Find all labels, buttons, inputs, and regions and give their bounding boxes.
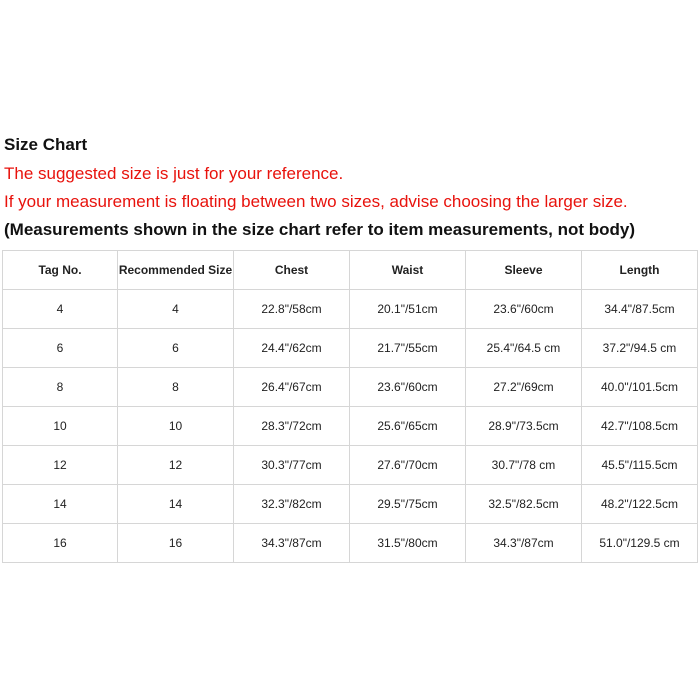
cell-recommended-size: 16 bbox=[118, 524, 234, 563]
cell-length: 51.0"/129.5 cm bbox=[582, 524, 698, 563]
header-sleeve: Sleeve bbox=[466, 251, 582, 290]
cell-chest: 26.4"/67cm bbox=[234, 368, 350, 407]
cell-chest: 34.3"/87cm bbox=[234, 524, 350, 563]
cell-length: 48.2"/122.5cm bbox=[582, 485, 698, 524]
cell-sleeve: 32.5"/82.5cm bbox=[466, 485, 582, 524]
cell-waist: 31.5"/80cm bbox=[350, 524, 466, 563]
cell-tag-no: 6 bbox=[3, 329, 118, 368]
table-body bbox=[3, 290, 698, 563]
cell-tag-no: 16 bbox=[3, 524, 118, 563]
cell-recommended-size: 8 bbox=[118, 368, 234, 407]
cell-recommended-size: 12 bbox=[118, 446, 234, 485]
cell-length: 37.2"/94.5 cm bbox=[582, 329, 698, 368]
table-row bbox=[3, 485, 698, 524]
cell-tag-no: 4 bbox=[3, 290, 118, 329]
cell-sleeve: 30.7"/78 cm bbox=[466, 446, 582, 485]
header-tag-no: Tag No. bbox=[3, 251, 118, 290]
table-row bbox=[3, 446, 698, 485]
cell-waist: 27.6"/70cm bbox=[350, 446, 466, 485]
sizing-advice-note: If your measurement is floating between two sizes, advise choosing the larger size. bbox=[4, 192, 628, 211]
cell-sleeve: 25.4"/64.5 cm bbox=[466, 329, 582, 368]
cell-tag-no: 10 bbox=[3, 407, 118, 446]
cell-waist: 20.1"/51cm bbox=[350, 290, 466, 329]
cell-waist: 29.5"/75cm bbox=[350, 485, 466, 524]
cell-chest: 28.3"/72cm bbox=[234, 407, 350, 446]
cell-length: 40.0"/101.5cm bbox=[582, 368, 698, 407]
size-chart-header bbox=[4, 134, 696, 246]
cell-tag-no: 12 bbox=[3, 446, 118, 485]
cell-chest: 32.3"/82cm bbox=[234, 485, 350, 524]
cell-waist: 25.6"/65cm bbox=[350, 407, 466, 446]
cell-recommended-size: 14 bbox=[118, 485, 234, 524]
header-chest: Chest bbox=[234, 251, 350, 290]
header-waist: Waist bbox=[350, 251, 466, 290]
measurement-disclaimer: (Measurements shown in the size chart refer to item measurements, not body) bbox=[4, 220, 636, 239]
cell-recommended-size: 6 bbox=[118, 329, 234, 368]
cell-chest: 30.3"/77cm bbox=[234, 446, 350, 485]
cell-sleeve: 23.6"/60cm bbox=[466, 290, 582, 329]
cell-waist: 23.6"/60cm bbox=[350, 368, 466, 407]
cell-length: 45.5"/115.5cm bbox=[582, 446, 698, 485]
table-row bbox=[3, 524, 698, 563]
table-row bbox=[3, 329, 698, 368]
cell-chest: 22.8"/58cm bbox=[234, 290, 350, 329]
size-chart-title: Size Chart bbox=[4, 135, 88, 154]
table-row bbox=[3, 368, 698, 407]
header-length: Length bbox=[582, 251, 698, 290]
cell-sleeve: 34.3"/87cm bbox=[466, 524, 582, 563]
cell-sleeve: 27.2"/69cm bbox=[466, 368, 582, 407]
reference-note: The suggested size is just for your reference. bbox=[4, 164, 344, 183]
cell-recommended-size: 4 bbox=[118, 290, 234, 329]
cell-tag-no: 8 bbox=[3, 368, 118, 407]
cell-length: 34.4"/87.5cm bbox=[582, 290, 698, 329]
size-table bbox=[2, 250, 698, 563]
table-header-row bbox=[3, 251, 698, 290]
table-row bbox=[3, 407, 698, 446]
cell-length: 42.7"/108.5cm bbox=[582, 407, 698, 446]
cell-recommended-size: 10 bbox=[118, 407, 234, 446]
cell-chest: 24.4"/62cm bbox=[234, 329, 350, 368]
cell-tag-no: 14 bbox=[3, 485, 118, 524]
header-recommended-size: Recommended Size bbox=[118, 251, 234, 290]
cell-waist: 21.7"/55cm bbox=[350, 329, 466, 368]
table-row bbox=[3, 290, 698, 329]
cell-sleeve: 28.9"/73.5cm bbox=[466, 407, 582, 446]
